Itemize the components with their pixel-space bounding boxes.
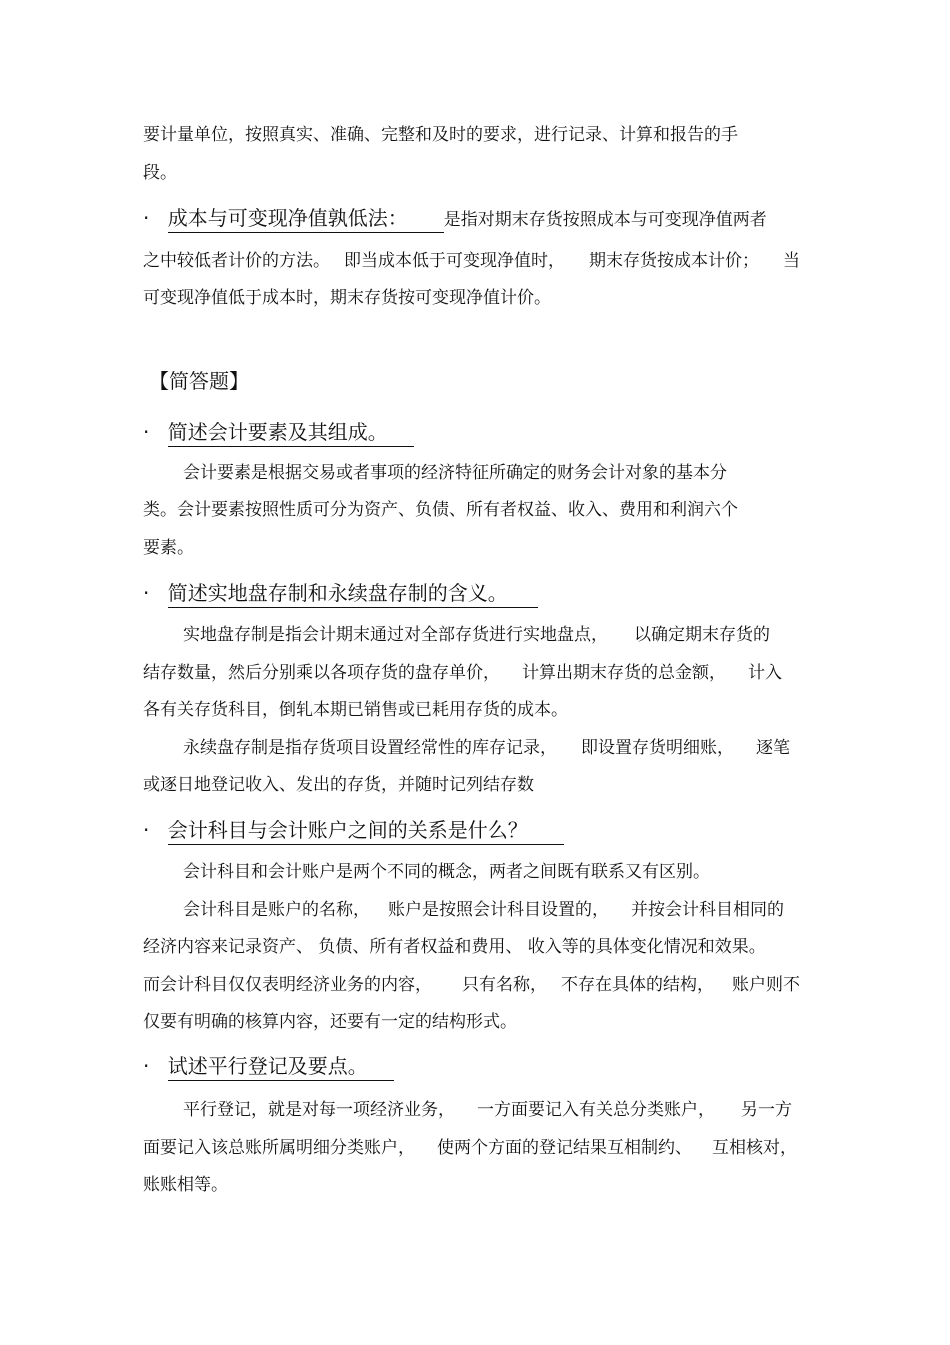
text-span: 计入: [748, 663, 782, 683]
text-line: 段。: [143, 163, 177, 183]
bullet: ·: [143, 1054, 150, 1078]
bullet: ·: [143, 206, 150, 230]
question-title: 会计科目与会计账户之间的关系是什么？: [168, 817, 564, 845]
text-span: 一方面要记入有关总分类账户，: [477, 1100, 715, 1120]
text-line: 可变现净值低于成本时，期末存货按可变现净值计价。: [143, 288, 551, 308]
text-line: 或逐日地登记收入、发出的存货，并随时记列结存数: [143, 775, 534, 795]
text-line: [143, 662, 782, 684]
text-span: 期末存货按成本计价；: [589, 251, 759, 271]
text-line: [183, 1099, 792, 1121]
text-span: 即当成本低于可变现净值时，: [344, 251, 565, 271]
text-span: 计算出期末存货的总金额，: [522, 663, 726, 683]
text-span: 互相核对，: [712, 1138, 797, 1158]
text-span: 另一方: [741, 1100, 792, 1120]
text-span: 面要记入该总账所属明细分类账户，: [143, 1138, 415, 1158]
text-line: 要素。: [143, 538, 194, 558]
text-line: 要计量单位，按照真实、准确、完整和及时的要求，进行记录、计算和报告的手: [143, 125, 738, 145]
text-span: 当: [783, 251, 800, 271]
text-span: 永续盘存制是指存货项目设置经常性的库存记录，: [183, 738, 557, 758]
term-definition: 是指对期末存货按照成本与可变现净值两者: [443, 210, 767, 230]
text-line: [143, 974, 800, 996]
text-span: 逐笔: [756, 738, 790, 758]
question-heading: [143, 419, 414, 447]
text-span: 会计科目是账户的名称，: [183, 900, 370, 920]
term-heading: [143, 205, 767, 233]
text-span: 即设置存货明细账，: [581, 738, 734, 758]
text-span: 以确定期末存货的: [634, 625, 770, 645]
text-line: [143, 250, 800, 272]
question-heading: [143, 580, 538, 608]
text-span: 之中较低者计价的方法。: [143, 251, 330, 271]
text-line: 类。会计要素按照性质可分为资产、负债、所有者权益、收入、费用和利润六个: [143, 500, 738, 520]
text-span: 并按会计科目相同的: [631, 900, 784, 920]
bullet: ·: [143, 420, 150, 444]
text-span: 而会计科目仅仅表明经济业务的内容，: [143, 975, 432, 995]
question-heading: [143, 817, 564, 845]
text-line: 会计科目和会计账户是两个不同的概念，两者之间既有联系又有区别。: [183, 862, 710, 882]
text-span: 账户是按照会计科目设置的，: [388, 900, 609, 920]
question-title: 简述会计要素及其组成。: [168, 419, 414, 447]
text-span: 账户则不: [732, 975, 800, 995]
text-span: 使两个方面的登记结果互相制约、: [437, 1138, 692, 1158]
text-line: 仅要有明确的核算内容，还要有一定的结构形式。: [143, 1012, 517, 1032]
bullet: ·: [143, 581, 150, 605]
text-line: [143, 1137, 797, 1159]
question-title: 试述平行登记及要点。: [168, 1053, 394, 1081]
text-span: 不存在具体的结构，: [561, 975, 714, 995]
question-heading: [143, 1053, 394, 1081]
text-line: 账账相等。: [143, 1175, 228, 1195]
text-line: 会计要素是根据交易或者事项的经济特征所确定的财务会计对象的基本分: [183, 463, 727, 483]
text-line: [183, 899, 784, 921]
bullet: ·: [143, 818, 150, 842]
text-span: 平行登记，就是对每一项经济业务，: [183, 1100, 455, 1120]
text-line: 各有关存货科目，倒轧本期已销售或已耗用存货的成本。: [143, 700, 568, 720]
section-title: 【简答题】: [149, 369, 249, 393]
text-span: 结存数量，然后分别乘以各项存货的盘存单价，: [143, 663, 500, 683]
text-span: 实地盘存制是指会计期末通过对全部存货进行实地盘点，: [183, 625, 608, 645]
text-line: [183, 624, 770, 646]
text-line: [183, 737, 790, 759]
question-title: 简述实地盘存制和永续盘存制的含义。: [168, 580, 538, 608]
term-title: 成本与可变现净值孰低法：: [168, 205, 444, 233]
text-span: 只有名称，: [462, 975, 547, 995]
text-line: 经济内容来记录资产、 负债、所有者权益和费用、 收入等的具体变化情况和效果。: [143, 937, 766, 957]
